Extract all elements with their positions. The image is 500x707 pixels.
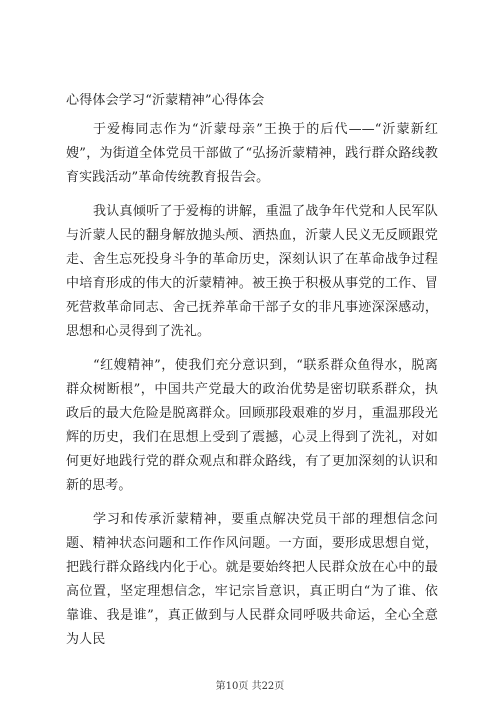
- paragraph-3: “红嫂精神”，使我们充分意识到，“联系群众鱼得水，脱离群众树断根”，中国共产党最大的政治优势是密切联系群众，执政后的最大危险是脱离群众。回顾那段艰难的岁月，重温那段光辉的历史，我们在思想上受到了震撼，心灵上得到了洗礼，对如何更好地践行党的群众观点和群众路线，有了更加深刻的认识和新的思考。: [66, 358, 438, 493]
- paragraph-2: 我认真倾听了于爱梅的讲解，重温了战争年代党和人民军队与沂蒙人民的翻身解放抛头颅、洒热血，沂蒙人民义无反顾跟党走、舍生忘死投身斗争的革命历史，深刻认识了在革命战争过程中培育形成的伟大的沂蒙精神。被王换于积极从事党的工作、冒死营救革命同志、舍己抚养革命干部子女的非凡事迹深深感动，思想和心灵得到了洗礼。: [66, 204, 438, 339]
- document-body: [66, 89, 438, 662]
- paragraph-1: 于爱梅同志作为“沂蒙母亲”王换于的后代——“沂蒙新红嫂”，为街道全体党员干部做了“弘扬沂蒙精神，践行群众路线教育实践活动”革命传统教育报告会。: [66, 122, 438, 185]
- page-number-footer: 第10页 共22页: [215, 681, 285, 692]
- document-title: 心得体会学习“沂蒙精神”心得体会: [66, 93, 265, 108]
- paragraph-4: 学习和传承沂蒙精神，要重点解决党员干部的理想信念问题、精神状态问题和工作作风问题。一方面，要形成思想自觉，把践行群众路线内化于心。就是要始终把人民群众放在心中的最高位置，坚定理想信念，牢记宗旨意识，真正明白“为了谁、依靠谁、我是谁”，真正做到与人民群众同呼吸共命运，全心全意为人民: [66, 512, 438, 647]
